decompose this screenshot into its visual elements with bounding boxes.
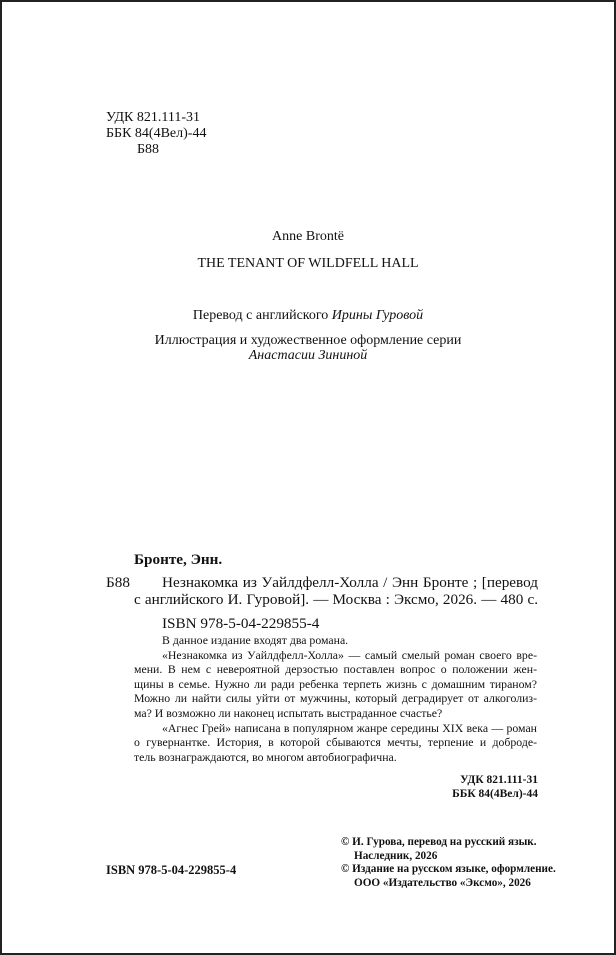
original-title: THE TENANT OF WILDFELL HALL: [197, 256, 419, 271]
classification-bbk: ББК 84(4Вел)-44: [452, 788, 538, 800]
description-line: Незнакомка из Уайлдфелл-Холла / Энн Бронте ; [перевод: [162, 574, 538, 591]
annotation-line: «Незнакомка из Уайлдфелл-Холла» — самый смелый роман своего вре-: [162, 647, 537, 662]
translation-credit: [0, 308, 616, 324]
illustration-credit: Иллюстрация и художественное оформление серии: [154, 333, 462, 348]
catalog-isbn: ISBN 978-5-04-229855-4: [162, 615, 320, 632]
copyright-line: Наследник, 2026: [354, 849, 438, 862]
annotation-line: мени. В нем с невероятной дерзостью поставлен вопрос о положении жен-: [134, 662, 537, 677]
original-author: Anne Brontë: [272, 229, 344, 244]
annotation-line: ма? И возможно ли наконец испытать выстраданное счастье?: [134, 705, 443, 720]
author-mark: Б88: [137, 142, 160, 157]
udk-code: УДК 821.111-31: [106, 110, 201, 125]
bbk-code: ББК 84(4Вел)-44: [106, 126, 207, 141]
footer-isbn: ISBN 978-5-04-229855-4: [106, 863, 237, 877]
annotation-line: щины в семье. Нужно ли ради ребенка терпеть жизнь с домашним тираном?: [134, 676, 537, 691]
catalog-author-heading: Бронте, Энн.: [134, 551, 223, 568]
catalog-description: [134, 574, 538, 608]
annotation-line: «Агнес Грей» написана в популярном жанре середины XIX века — роман: [162, 720, 537, 735]
annotation-line: Можно ли найти силы уйти от мужчины, который деградирует от алкоголиз-: [134, 691, 537, 706]
copyright-line: ООО «Издательство «Эксмо», 2026: [354, 876, 531, 889]
annotation-line: тель вознаграждаются, во многом автобиографична.: [134, 749, 397, 764]
copyright-line: © И. Гурова, перевод на русский язык.: [341, 836, 537, 848]
classification-udk: УДК 821.111-31: [460, 774, 538, 786]
translator-name: Ирины Гуровой: [331, 308, 424, 323]
annotation-line: В данное издание входят два романа.: [162, 633, 349, 647]
illustrator-name: Анастасии Зининой: [248, 348, 368, 363]
annotation-line: о гувернантке. История, в которой сбываются мечты, терпение и доброде-: [134, 735, 537, 750]
description-line: с английского И. Гуровой]. — Москва : Эксмо, 2026. — 480 с.: [134, 591, 538, 608]
classification-block: [452, 773, 538, 801]
copyright-line: © Издание на русском языке, оформление.: [341, 863, 556, 876]
annotation: [134, 633, 537, 764]
translation-prefix: Перевод с английского: [192, 308, 329, 323]
catalog-author-mark: Б88: [106, 574, 130, 591]
copyright-block: [341, 836, 556, 890]
